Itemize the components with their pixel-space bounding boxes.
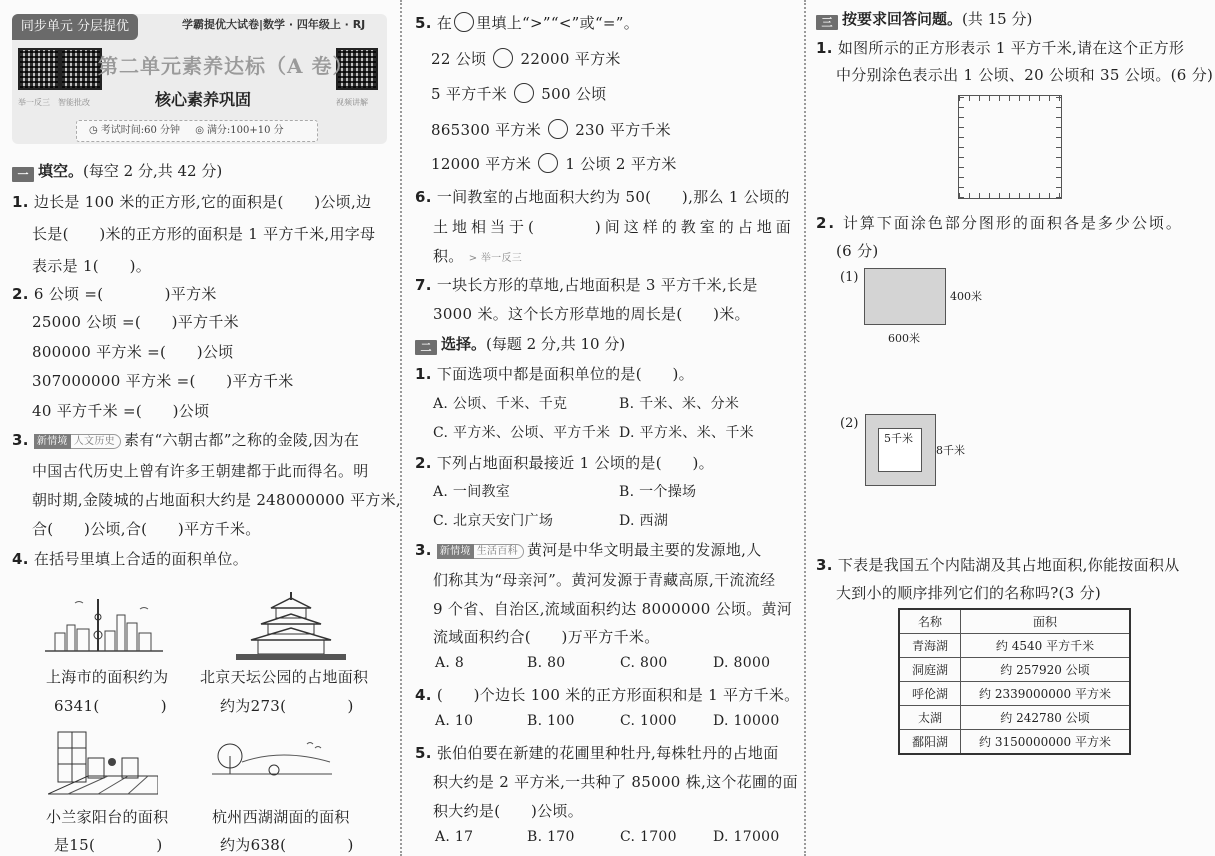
s3-q1-line: 1. 如图所示的正方形表示 1 平方千米,请在这个正方形: [816, 39, 1185, 57]
question-line: 流域面积约合( )万平方千米。: [433, 628, 660, 646]
topic-tag: 生活百科: [474, 544, 524, 559]
question-line: 9 个省、自治区,流域面积约达 8000000 公顷。黄河: [433, 600, 793, 618]
score-icon: ◎: [195, 125, 204, 136]
inner-square: [878, 428, 922, 472]
q4-item-text: 上海市的面积约为: [46, 668, 169, 686]
q2-line: 2. 6 公顷 =( )平方米: [12, 285, 217, 303]
q6-line: 积。 > 举一反三: [433, 247, 523, 265]
left-column: [0, 0, 401, 856]
s3-q2-line: (6 分): [836, 242, 879, 260]
table-header-row: [899, 609, 1130, 634]
section-3-heading: 三 按要求回答问题。(共 15 分): [816, 8, 1032, 30]
balcony-icon: [48, 728, 158, 796]
table-row: 太湖 约 242780 公顷: [899, 706, 1130, 730]
q5-row: 22 公顷 22000 平方米: [431, 50, 621, 68]
option-a[interactable]: A. 公顷、千米、千克: [433, 396, 568, 412]
q2-line: 40 平方千米 =( )公顷: [32, 402, 210, 420]
option-d[interactable]: D. 10000: [713, 713, 780, 729]
option-d[interactable]: D. 西湖: [619, 513, 669, 529]
brand-text: 学霸提优大试卷|数学 · 四年级上 · RJ: [182, 18, 366, 31]
compare-circle-input[interactable]: [514, 83, 534, 103]
shanghai-skyline-icon: [45, 595, 165, 655]
column-divider: [400, 0, 402, 856]
q4-item-blank: 约为638( ): [220, 836, 354, 854]
q7-line: 3000 米。这个长方形草地的周长是( )米。: [433, 305, 750, 323]
qr-code-icon[interactable]: [18, 48, 60, 90]
table-header: 面积: [961, 609, 1131, 634]
section-number-icon: 三: [816, 15, 838, 30]
figure-2-outer: 8千米: [936, 444, 965, 457]
q2-line: 307000000 平方米 =( )平方千米: [32, 372, 294, 390]
qr-code-icon[interactable]: [60, 48, 102, 90]
section-number-icon: 二: [415, 340, 437, 355]
option-c[interactable]: C. 800: [620, 655, 668, 671]
qr-label: 举一反三: [18, 98, 50, 107]
option-b[interactable]: B. 100: [527, 713, 575, 729]
s3-q2-line: 2. 计算下面涂色部分图形的面积各是多少公顷。: [816, 214, 1183, 232]
q3-line: 中国古代历史上曾有许多王朝建都于此而得名。明: [32, 462, 369, 480]
choice-question: 4. ( )个边长 100 米的正方形面积和是 1 平方千米。: [415, 686, 800, 704]
option-b[interactable]: B. 170: [527, 829, 575, 845]
q3-line: 3. 新情境 人文历史 素有“六朝古都”之称的金陵,因为在: [12, 431, 360, 449]
topic-tag: 人文历史: [71, 434, 121, 449]
middle-column: [405, 0, 800, 856]
q6-line: 土地相当于( )间这样的教室的占地面: [433, 218, 795, 236]
q4-line: 4. 在括号里填上合适的面积单位。: [12, 550, 249, 568]
new-context-tag: 新情境: [34, 434, 71, 449]
qr-label: 智能批改: [58, 98, 90, 107]
q4-item-blank: 是15( ): [54, 836, 163, 854]
section-1-heading: 一 填空。(每空 2 分,共 42 分): [12, 160, 222, 182]
q5-intro: 5. 在 里填上“>”“<”或“=”。: [415, 14, 640, 32]
s3-q3-line: 3. 下表是我国五个内陆湖及其占地面积,你能按面积从: [816, 556, 1180, 574]
q6-line: 6. 一间教室的占地面积大约为 50( ),那么 1 公顷的: [415, 188, 790, 206]
option-a[interactable]: A. 17: [435, 829, 474, 845]
table-header: 名称: [899, 609, 961, 634]
section-number-icon: 一: [12, 167, 34, 182]
question-line: 们称其为“母亲河”。黄河发源于青藏高原,干流流经: [433, 571, 776, 589]
q4-item-text: 小兰家阳台的面积: [46, 808, 169, 826]
choice-question: 3. 新情境 生活百科 黄河是中华文明最主要的发源地,人: [415, 541, 762, 559]
compare-circle-input[interactable]: [538, 153, 558, 173]
clock-icon: ◷: [89, 125, 98, 136]
question-line: 积大约是 2 平方米,一共种了 85000 株,这个花圃的面: [433, 773, 798, 791]
option-a[interactable]: A. 10: [435, 713, 474, 729]
q5-row: 5 平方千米 500 公顷: [431, 85, 607, 103]
q5-row: 12000 平方米 1 公顷 2 平方米: [431, 155, 677, 173]
question-line: 积大约是( )公顷。: [433, 802, 584, 820]
q4-item-text: 杭州西湖湖面的面积: [212, 808, 350, 826]
q4-item-blank: 6341( ): [54, 697, 167, 715]
column-divider: [804, 0, 806, 856]
q3-line: 朝时期,金陵城的占地面积大约是 248000000 平方米,: [32, 491, 401, 509]
exam-info: [76, 120, 318, 142]
exam-time: 考试时间:60 分钟: [100, 125, 181, 136]
unit-badge: 同步单元 分层提优: [12, 14, 138, 40]
q4-item-blank: 约为273( ): [220, 697, 354, 715]
s3-q1-line: 中分别涂色表示出 1 公顷、20 公顷和 35 公顷。(6 分): [836, 66, 1214, 84]
choice-question: 2. 下列占地面积最接近 1 公顷的是( )。: [415, 454, 714, 472]
figure-1-width: 600米: [888, 332, 920, 345]
compare-circle-icon: [454, 12, 474, 32]
option-c[interactable]: C. 平方米、公顷、平方千米: [433, 425, 611, 441]
option-c[interactable]: C. 北京天安门广场: [433, 513, 554, 529]
section-2-heading: 二 选择。(每题 2 分,共 10 分): [415, 333, 625, 355]
q4-item-text: 北京天坛公园的占地面积: [200, 668, 369, 686]
shaded-rectangle: [864, 268, 946, 325]
option-c[interactable]: C. 1700: [620, 829, 677, 845]
table-row: 青海湖 约 4540 平方千米: [899, 634, 1130, 658]
full-score: 满分:100+10 分: [206, 125, 284, 136]
s3-q3-line: 大到小的顺序排列它们的名称吗?(3 分): [836, 584, 1102, 602]
figure-2-label: (2): [840, 416, 859, 431]
compare-circle-input[interactable]: [493, 48, 513, 68]
q1-line: 长是( )米的正方形的面积是 1 平方千米,用字母: [32, 225, 376, 243]
practice-hint-link[interactable]: > 举一反三: [468, 253, 523, 264]
choice-question: 5. 张伯伯要在新建的花圃里种牡丹,每株牡丹的占地面: [415, 744, 779, 762]
option-b[interactable]: B. 一个操场: [619, 484, 697, 500]
table-row: 呼伦湖 约 2339000000 平方米: [899, 682, 1130, 706]
q5-row: 865300 平方米 230 平方千米: [431, 121, 671, 139]
figure-2-inner: 5千米: [884, 432, 913, 445]
temple-of-heaven-icon: [236, 590, 346, 662]
figure-1-height: 400米: [950, 290, 982, 303]
grid-square-1km2[interactable]: [958, 95, 1062, 199]
q7-line: 7. 一块长方形的草地,占地面积是 3 平方千米,长是: [415, 276, 758, 294]
option-b[interactable]: B. 80: [527, 655, 566, 671]
q1-line: 表示是 1( )。: [32, 257, 152, 275]
lake-area-table: [898, 608, 1131, 755]
west-lake-icon: [212, 740, 334, 782]
option-d[interactable]: D. 平方米、米、千米: [619, 425, 754, 441]
q2-line: 25000 公顷 =( )平方千米: [32, 313, 239, 331]
option-d[interactable]: D. 8000: [713, 655, 771, 671]
option-a[interactable]: A. 8: [435, 655, 465, 671]
table-row: 洞庭湖 约 257920 公顷: [899, 658, 1130, 682]
option-b[interactable]: B. 千米、米、分米: [619, 396, 740, 412]
figure-1-label: (1): [840, 270, 859, 285]
option-a[interactable]: A. 一间教室: [433, 484, 511, 500]
choice-question: 1. 下面选项中都是面积单位的是( )。: [415, 365, 694, 383]
option-c[interactable]: C. 1000: [620, 713, 677, 729]
table-row: 鄱阳湖 约 3150000000 平方米: [899, 730, 1130, 755]
q1-line: 1. 边长是 100 米的正方形,它的面积是( )公顷,边: [12, 193, 372, 211]
qr-label: 视频讲解: [336, 98, 368, 107]
new-context-tag: 新情境: [437, 544, 474, 559]
page-title: 第二单元素养达标（A 卷）: [98, 54, 354, 78]
compare-circle-input[interactable]: [548, 119, 568, 139]
q3-line: 合( )公顷,合( )平方千米。: [32, 520, 261, 538]
option-d[interactable]: D. 17000: [713, 829, 780, 845]
q2-line: 800000 平方米 =( )公顷: [32, 343, 234, 361]
page-subtitle: 核心素养巩固: [155, 90, 252, 109]
